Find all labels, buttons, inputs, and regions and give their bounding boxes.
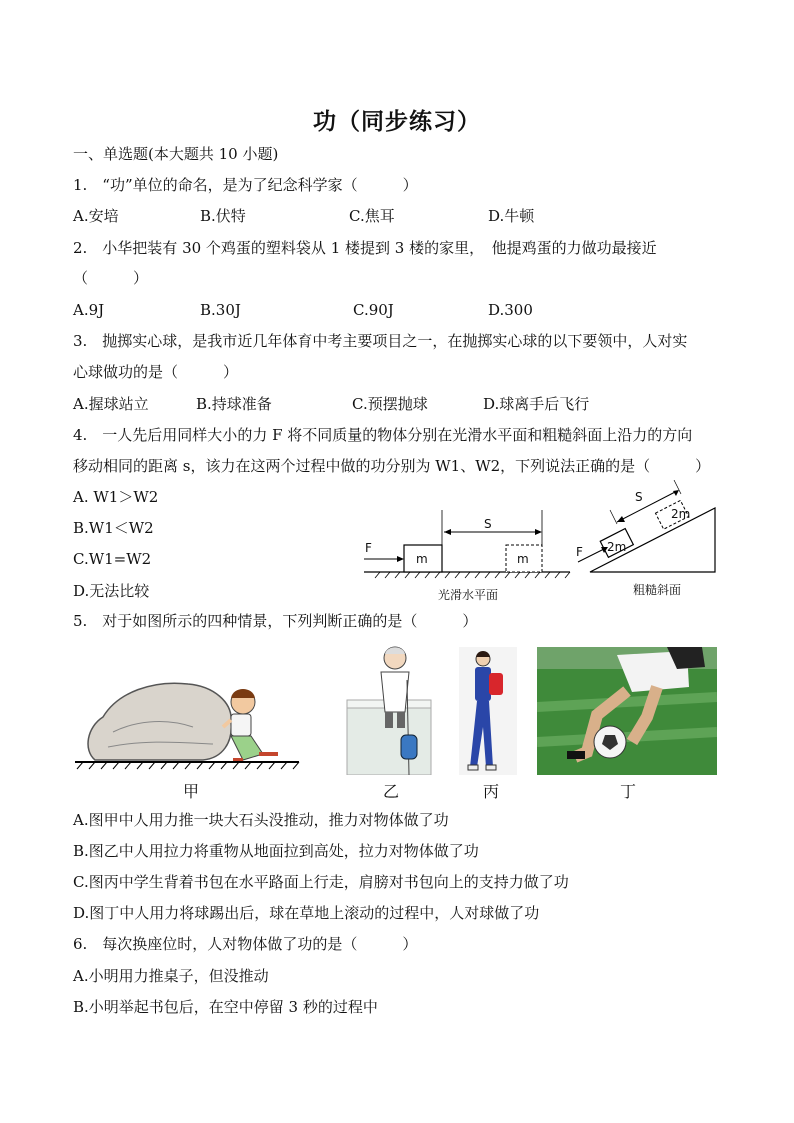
mass-label-1: m xyxy=(416,552,428,566)
question-4-stem-cont: 移动相同的距离 s，该力在这两个过程中做的功分别为 W1、W2，下列说法正确的是（ ） xyxy=(73,457,711,475)
q5-option-d: D.图丁中人用力将球踢出后，球在草地上滚动的过程中，人对球做了功 xyxy=(73,904,540,922)
caption-yi: 乙 xyxy=(383,782,400,801)
question-6-stem: 6. 每次换座位时，人对物体做了功的是（ ） xyxy=(73,935,418,953)
section-heading: 一、单选题(本大题共 10 小题) xyxy=(73,145,279,163)
mass-label-2a: 2m xyxy=(607,540,627,554)
force-label-1: F xyxy=(365,541,372,555)
q1-option-a: A.安培 xyxy=(73,207,119,225)
rough-incline-diagram xyxy=(570,480,730,580)
image-yi-pulling-weight xyxy=(345,640,435,775)
mass-label-2b: 2m xyxy=(671,507,691,521)
smooth-plane-diagram xyxy=(360,505,575,583)
image-jia-boy-pushing-rock xyxy=(73,672,303,770)
q6-option-a: A.小明用力推桌子，但没推动 xyxy=(73,967,269,985)
q2-option-c: C.90J xyxy=(353,301,394,319)
image-ding-kicking-ball xyxy=(537,647,717,775)
q4-option-b: B.W1＜W2 xyxy=(73,519,154,537)
q4-option-a: A. W1＞W2 xyxy=(73,488,159,506)
caption-ding: 丁 xyxy=(620,782,637,801)
q5-option-a: A.图甲中人用力推一块大石头没推动，推力对物体做了功 xyxy=(73,811,449,829)
q2-option-b: B.30J xyxy=(200,301,241,319)
q4-option-d: D.无法比较 xyxy=(73,582,150,600)
q5-option-b: B.图乙中人用拉力将重物从地面拉到高处，拉力对物体做了功 xyxy=(73,842,479,860)
q1-option-c: C.焦耳 xyxy=(349,207,395,225)
question-4-stem: 4. 一人先后用同样大小的力 F 将不同质量的物体分别在光滑水平面和粗糙斜面上沿力的方向 xyxy=(73,426,693,444)
page-title: 功（同步练习） xyxy=(313,109,481,135)
q6-option-b: B.小明举起书包后，在空中停留 3 秒的过程中 xyxy=(73,998,378,1016)
caption-jia: 甲 xyxy=(183,782,200,801)
question-2-stem: 2. 小华把装有 30 个鸡蛋的塑料袋从 1 楼提到 3 楼的家里， 他提鸡蛋的力做功最接近 xyxy=(73,239,657,257)
image-bing-student-backpack xyxy=(459,647,517,775)
question-2-stem-cont: （ ） xyxy=(73,269,149,287)
q3-option-d: D.球离手后飞行 xyxy=(483,395,590,413)
q1-option-b: B.伏特 xyxy=(200,207,246,225)
distance-label-2: S xyxy=(635,490,643,504)
q3-option-b: B.持球准备 xyxy=(196,395,272,413)
smooth-plane-caption: 光滑水平面 xyxy=(438,588,499,602)
mass-label-1b: m xyxy=(517,552,529,566)
question-3-stem-cont: 心球做功的是（ ） xyxy=(73,363,239,381)
q1-option-d: D.牛顿 xyxy=(488,207,535,225)
force-label-2: F xyxy=(576,545,583,559)
q3-option-c: C.预摆抛球 xyxy=(352,395,428,413)
q2-option-d: D.300 xyxy=(488,301,533,319)
question-3-stem: 3. 抛掷实心球，是我市近几年体育中考主要项目之一，在抛掷实心球的以下要领中，人对实 xyxy=(73,332,688,350)
question-5-stem: 5. 对于如图所示的四种情景，下列判断正确的是（ ） xyxy=(73,612,478,630)
q3-option-a: A.握球站立 xyxy=(73,395,149,413)
q2-option-a: A.9J xyxy=(73,301,105,319)
question-1-stem: 1. “功”单位的命名，是为了纪念科学家（ ） xyxy=(73,176,418,194)
distance-label-1: S xyxy=(484,517,492,531)
q4-option-c: C.W1=W2 xyxy=(73,550,152,568)
caption-bing: 丙 xyxy=(483,782,500,801)
q5-option-c: C.图丙中学生背着书包在水平路面上行走，肩膀对书包向上的支持力做了功 xyxy=(73,873,569,891)
rough-incline-caption: 粗糙斜面 xyxy=(633,583,682,597)
